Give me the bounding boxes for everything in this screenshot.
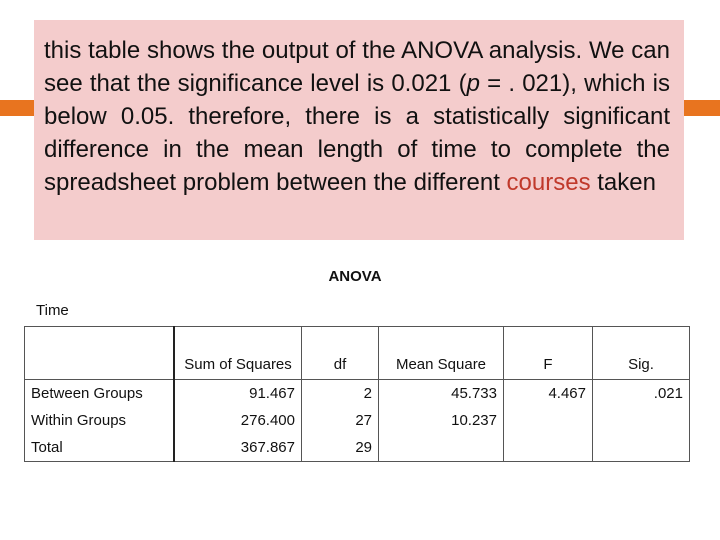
cell-ms (379, 434, 504, 462)
highlight-word: courses (506, 169, 591, 196)
cell-ms: 10.237 (379, 407, 504, 434)
cell-ss: 276.400 (174, 407, 302, 434)
cell-f (504, 434, 593, 462)
table-row (25, 407, 690, 434)
cell-f: 4.467 (504, 380, 593, 408)
row-label: Between Groups (25, 380, 175, 408)
cell-df: 29 (302, 434, 379, 462)
table-row (25, 380, 690, 408)
accent-bar-left (0, 100, 36, 116)
anova-title: ANOVA (328, 268, 382, 285)
callout-text-before: this table shows the output of the ANOVA analysis. We can see that the significance level is 0.021 ( (44, 37, 670, 97)
header-df: df (302, 327, 379, 380)
cell-df: 27 (302, 407, 379, 434)
cell-df: 2 (302, 380, 379, 408)
cell-ms: 45.733 (379, 380, 504, 408)
header-row (25, 327, 690, 380)
callout-text-mid: = . 021), which is below 0.05. therefore, there is a statistically significant difference in the mean length of time to complete the spreadsheet problem between the different (44, 70, 670, 196)
header-mean-square: Mean Square (379, 327, 504, 380)
variable-label: Time (36, 302, 69, 319)
p-symbol: p (466, 70, 480, 97)
anova-table (24, 326, 690, 462)
header-blank (25, 327, 175, 380)
cell-ss: 91.467 (174, 380, 302, 408)
header-sig: Sig. (593, 327, 690, 380)
cell-ss: 367.867 (174, 434, 302, 462)
row-label: Within Groups (25, 407, 175, 434)
callout-text-after: taken (590, 169, 656, 196)
cell-sig: .021 (593, 380, 690, 408)
accent-bar-right (684, 100, 720, 116)
header-sum-of-squares: Sum of Squares (174, 327, 302, 380)
cell-f (504, 407, 593, 434)
callout-box (34, 20, 684, 240)
table-row (25, 434, 690, 462)
row-label: Total (25, 434, 175, 462)
cell-sig (593, 407, 690, 434)
header-f: F (504, 327, 593, 380)
cell-sig (593, 434, 690, 462)
callout-text (44, 34, 670, 199)
